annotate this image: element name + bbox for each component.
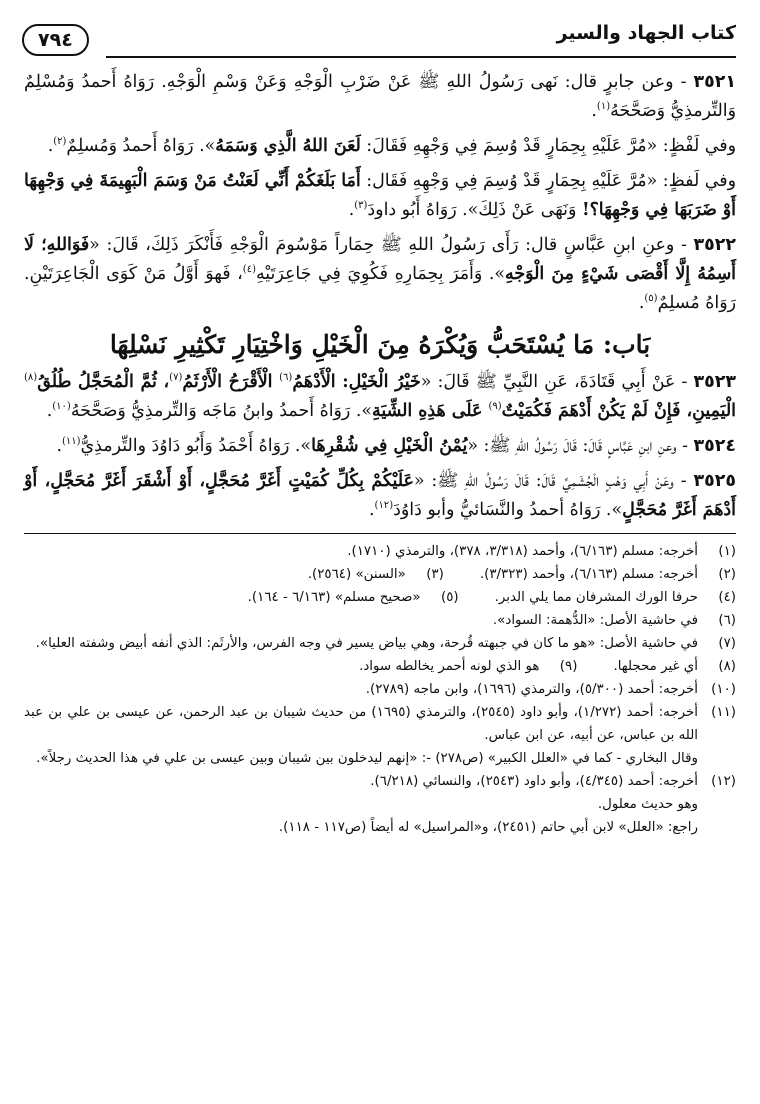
footnote-number: (١٢) (711, 774, 736, 789)
hadith-text: ». رَوَاهُ أحمدُ والنَّسَائيُّ وأبو دَاوُدَ (393, 500, 623, 520)
footnote-text-part: وهو حديث معلول. (597, 797, 698, 812)
footnotes (24, 540, 736, 839)
footnote-text-part: راجع: «العلل» لابن أبي حاتم (٢٤٥١)، و«المراسيل» له أيضاً (ص١١٧ - ١١٨). (278, 820, 698, 835)
punct: . (348, 200, 355, 220)
hadith-text: ». وَأَمَرَ بِحِمَارِهِ فَكُوِيَ فِي جَاعِرَتَيْهِ (255, 264, 506, 284)
footnote (24, 678, 736, 701)
footnote-number: (٨) (718, 659, 736, 674)
footnote-number: (٣) (426, 567, 444, 582)
footnote-ref: (٣) (354, 200, 368, 212)
hadith-text: وفي لَفْظٍ: «مُرَّ عَلَيْهِ بِحِمَارٍ قَدْ وُسِمَ فِي وَجْهِهِ فَقَالَ: (360, 136, 736, 156)
hadith-3523 (24, 368, 736, 426)
hadith-text: - وعنِ ابنِ عَبَّاسٍ قال: رَأَى رَسُولُ اللهِ ﷺ حِمَاراً مَوْسُومَ الْوَجْهِ فَأَنْكَرَ ذَلِكَ، قَالَ: « (89, 235, 687, 255)
page-header (22, 10, 736, 60)
hadith-text: ، فَهوَ أَوَّلُ مَنْ كَوَى الْجَاعِرَتَيْنِ. رَوَاهُ مُسلِمٌ (24, 264, 736, 313)
footnote-text (24, 701, 698, 770)
prophetic-saying: عَلَى هَذِهِ الشِّيَةِ (372, 401, 489, 421)
prophetic-saying: الْأَقْرَحُ الْأَرْثَمُ (182, 372, 280, 392)
footnote-text: أخرجه: أحمد (٥/٣٠٠)، والترمذي (١٦٩٦)، وابن ماجه (٢٧٨٩). (365, 682, 698, 697)
page-number: ٧٩٤ (22, 24, 89, 56)
footnote-text: هو الذي لونه أحمر يخالطه سواد. (359, 659, 540, 674)
prophetic-saying: الْيَمِينِ، فَإِنْ لَمْ يَكُنْ أَدْهَمَ فَكُمَيْتٌ (501, 401, 736, 421)
hadith-3524 (24, 432, 736, 461)
footnote-ref: (٤) (242, 264, 256, 276)
hadith-text: ». رَوَاهُ أَحمدُ وابنُ مَاجَه وَالتِّرمذِيُّ وَصَحَّحَهُ (70, 401, 373, 421)
punct: . (46, 401, 53, 421)
footnote-ref: (٧) (169, 372, 183, 384)
hadith-3521 (24, 68, 736, 126)
footnote-ref: (١) (596, 101, 611, 113)
prophetic-saying: ، ثُمَّ الْمُحَجَّلُ طُلُقُ (37, 372, 170, 392)
footnote-number: (٩) (559, 659, 578, 674)
footnote (248, 586, 459, 609)
prophetic-saying: أَمَا بَلَغَكُمْ أَنِّي لَعَنْتُ مَنْ وَسَمَ الْبَهِيمَةَ فِي وَجْهِهَا أَوْ ضَرَبَهَا فِي وَجْهِهَا؟! (24, 171, 736, 220)
footnote (24, 609, 736, 632)
footnote-number: (٤) (718, 590, 736, 605)
footnote-number: (١٠) (711, 682, 736, 697)
footnote-pair (24, 586, 736, 609)
prophetic-saying: لَعَنَ اللهُ الَّذِي وَسَمَهُ (215, 136, 361, 156)
punct: . (591, 101, 597, 121)
punct: . (56, 436, 62, 456)
hadith-3521-variant-2 (24, 167, 736, 225)
footnote-ref: (١٢) (374, 500, 394, 512)
header-rule (106, 56, 736, 58)
footnote-pair (24, 655, 736, 678)
prophetic-saying: خَيْرُ الْخَيْلِ: الْأَدْهَمُ (292, 372, 421, 392)
footnote-ref: (١١) (61, 436, 81, 448)
footnote-ref: (٥) (644, 293, 658, 305)
hadith-number: ٣٥٢٤ (693, 436, 736, 456)
footnote-ref: (٢) (53, 136, 67, 148)
footnote-text: في حاشية الأصل: «الدُّهمة: السواد». (492, 613, 698, 628)
prophetic-saying: فَوَاللهِ؛ لَا أَسِمُهُ إِلَّا أَقْصَى شَيْءٍ مِنَ الْوَجْهِ (24, 235, 736, 284)
footnote-text-part: أخرجه: أحمد (٤/٣٤٥)، وأبو داود (٢٥٤٣)، والنسائي (٦/٢١٨). (370, 774, 698, 789)
footnote-text-part: أخرجه: أحمد (١/٢٧٢)، وأبو داود (٢٥٤٥)، والترمذي (١٦٩٥) من حديث شيبان بن عبد الرحمن، عن عيسى بن علي بن عبد الله بن عباس، عن أبيه، عن ابن عباس. (24, 705, 698, 743)
hadith-text: وفي لَفظٍ: «مُرَّ عَلَيْهِ بِحِمَارٍ قَدْ وُسِمَ فِي وَجْهِهِ فَقَال: (360, 171, 736, 191)
footnote-divider (24, 533, 736, 534)
footnote-ref: (٦) (279, 372, 293, 384)
footnote (308, 563, 444, 586)
prophetic-saying: يُمْنُ الْخَيْلِ فِي شُقْرِهَا (311, 436, 468, 456)
footnote-text: أي غير محجلها. (613, 659, 698, 674)
footnote-number: (١١) (711, 705, 736, 720)
hadith-3521-variant-1 (24, 132, 736, 161)
hadith-text: - وعَنْ أَبِي وَهْبٍ الْجُشَمِيِّ قَالَ: قَالَ رَسُولُ اللهِ ﷺ: « (413, 471, 687, 491)
hadith-3522 (24, 231, 736, 318)
footnote (24, 540, 736, 563)
hadith-text: - عَنْ أَبِي قَتَادَةَ، عَنِ النَّبِيِّ ﷺ قَالَ: « (420, 372, 688, 392)
footnote-number: (١) (718, 544, 736, 559)
hadith-number: ٣٥٢١ (693, 72, 736, 92)
footnote-number: (٦) (718, 613, 736, 628)
footnote-text: «السنن» (٢٥٦٤). (307, 567, 406, 582)
prophetic-saying: عَلَيْكُمْ بِكُلِّ كُمَيْتٍ أَغَرَّ مُحَجَّلٍ، أَوْ أَشْقَرَ أَغَرَّ مُحَجَّلٍ، أَوْ أَدْهَمَ أَغَرَّ مُحَجَّلٍ (24, 471, 736, 520)
hadith-text: وَنَهَى عَنْ ذَلِكَ». رَوَاهُ أَبُو داودَ (367, 200, 582, 220)
footnote-ref: (١٠) (52, 401, 71, 413)
footnote (24, 770, 736, 839)
footnote-number: (٥) (440, 590, 459, 605)
hadith-3525 (24, 467, 736, 525)
footnote-ref: (٨) (24, 372, 38, 384)
chapter-title: بَاب: مَا يُسْتَحَبُّ وَيُكْرَهُ مِنَ الْخَيْلِ وَاخْتِيَارِ تَكْثِيرِ نَسْلِهَا (109, 330, 651, 359)
footnote-ref: (٩) (488, 401, 502, 413)
punct: . (47, 136, 54, 156)
footnote (24, 701, 736, 770)
footnote-text: «صحيح مسلم» (٦/١٦٣ - ١٦٤). (247, 590, 421, 605)
footnote-text: أخرجه: مسلم (٦/١٦٣)، وأحمد (٣/٣٢٣). (479, 567, 698, 582)
hadith-number: ٣٥٢٣ (693, 372, 737, 392)
footnote-number: (٧) (718, 636, 736, 651)
hadith-text: ». رَوَاهُ أَحمدُ وَمُسلِمٌ (66, 136, 216, 156)
footnote (495, 586, 736, 609)
footnote-text-part: وقال البخاري - كما في «العلل الكبير» (ص٢٧٨) -: «إنهم ليدخلون بين شيبان وبين عيسى بن علي في هذا الحديث رجلاً». (36, 751, 698, 766)
footnote-pair (24, 563, 736, 586)
hadith-number: ٣٥٢٢ (693, 235, 737, 255)
running-title: كتاب الجهاد والسير (556, 22, 736, 44)
punct: . (638, 293, 645, 313)
hadith-number: ٣٥٢٥ (693, 471, 736, 491)
footnote (359, 655, 577, 678)
footnote (613, 655, 736, 678)
hadith-text: ». رَوَاهُ أَحْمَدُ وَأَبُو دَاوُدَ والتِّرمذِيُّ (80, 436, 312, 456)
footnote-number: (٢) (718, 567, 736, 582)
main-text (24, 68, 736, 839)
footnote-text: أخرجه: مسلم (٦/١٦٣)، وأحمد (٣/٣١٨، ٣٧٨)، والترمذي (١٧١٠). (347, 544, 698, 559)
footnote-text: حرفا الورك المشرفان مما يلي الدبر. (494, 590, 698, 605)
hadith-text: - وعنِ ابنِ عَبَّاسٍ قَالَ: قَالَ رَسُولُ اللهِ ﷺ: « (467, 436, 688, 456)
punct: . (369, 500, 375, 520)
footnote (24, 632, 736, 655)
hadith-text: - وعن جابرٍ قال: نَهى رَسُولُ اللهِ ﷺ عَنْ ضَرْبِ الْوَجْهِ وَعَنْ وَسْمِ الْوَجْهِ. رَوَاهُ أَحمدُ وَمُسْلِمٌ وَالتِّرمذِيُّ وَصَحَّحَهُ (24, 72, 736, 121)
footnote (480, 563, 736, 586)
footnote-text: في حاشية الأصل: «هو ما كان في جبهته قُرحة، وهي بياض يسير في وجه الفرس، والأرثَم: الذي أنفه أبيض وشفته العليا». (35, 636, 698, 651)
footnote-text (24, 770, 698, 839)
